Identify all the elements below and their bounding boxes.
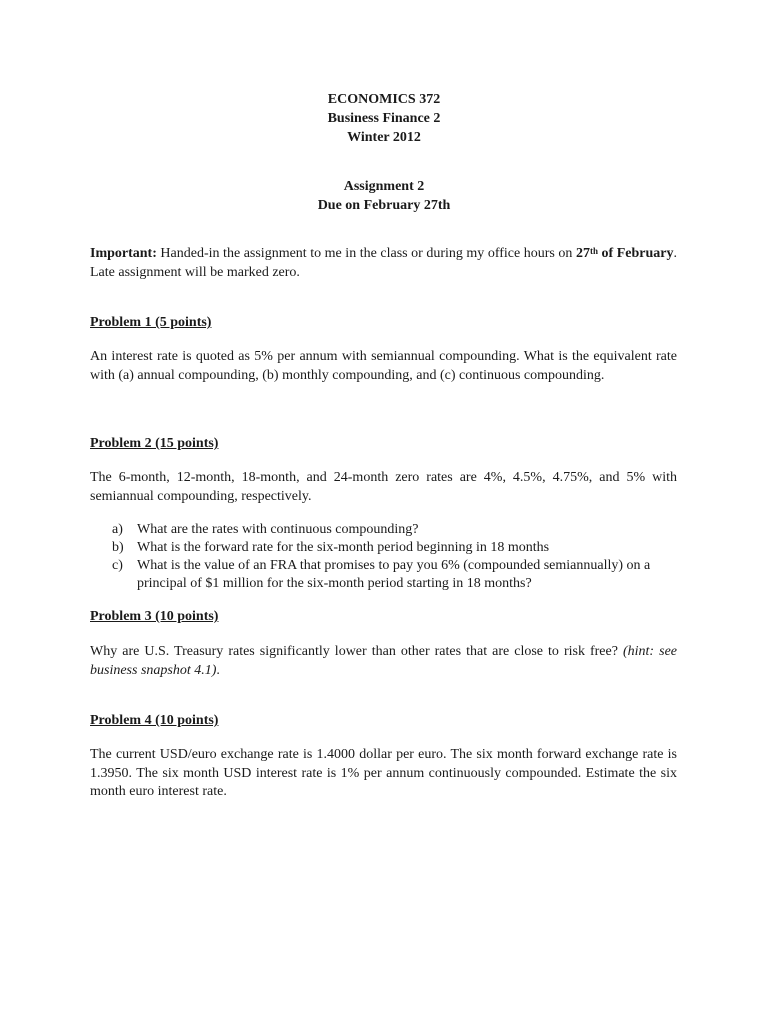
assignment-title: Assignment 2 [343,179,425,194]
list-item-text: What is the forward rate for the six-month period beginning in 18 months [137,540,550,555]
problem-3-hint: (hint: see business snapshot 4.1) [90,644,677,678]
course-title: ECONOMICS 372 [327,92,441,107]
problem-2-list [112,521,677,593]
assignment-due: Due on February 27th [317,198,451,213]
important-text-before: Handed-in the assignment to me in the class or during my office hours on [156,246,576,261]
problem-4-text: The current USD/euro exchange rate is 1.4000 dollar per euro. The six month forward exchange rate is 1.3950. The six month USD interest rate is 1% per annum continuously compounded. Estimate the six month euro interest rate. [90,747,677,799]
problem-3-title: Problem 3 (10 points) [90,609,219,624]
assignment-header [0,177,768,215]
important-label: Important: [90,246,157,261]
problem-3-question: Why are U.S. Treasury rates significantly lower than other rates that are close to risk free? [90,644,623,659]
list-marker: a) [112,522,123,537]
course-header [0,90,768,147]
list-item [112,521,677,539]
problem-2-title: Problem 2 (15 points) [90,436,219,451]
important-text-after: . Late assignment will be marked zero. [90,246,677,280]
list-item-text: What are the rates with continuous compounding? [137,522,419,537]
important-of: of [597,246,614,261]
course-subtitle: Business Finance 2 [327,111,441,126]
list-item-text: What is the value of an FRA that promises to pay you 6% (compounded semiannually) on a principal of $1 million for the six-month period starting in 18 months? [137,558,651,591]
important-notice [90,245,677,282]
problem-2-text: The 6-month, 12-month, 18-month, and 24-month zero rates are 4%, 4.5%, 4.75%, and 5% with semiannual compounding, respectively. [90,470,677,504]
problem-3-hint-end: . [216,662,220,678]
list-item [112,539,677,557]
important-day: 27 [575,246,590,261]
list-marker: c) [112,558,123,573]
problem-1-title: Problem 1 (5 points) [90,315,212,330]
problem-4-title: Problem 4 (10 points) [90,713,219,728]
list-item [112,557,677,593]
important-month: February [616,246,674,261]
problem-3-text [90,643,677,680]
list-marker: b) [112,540,124,555]
problem-1-text: An interest rate is quoted as 5% per annum with semiannual compounding. What is the equivalent rate with (a) annual compounding, (b) monthly compounding, and (c) continuous compounding. [90,349,677,383]
course-term: Winter 2012 [347,130,421,145]
important-day-suffix: th [589,246,598,256]
